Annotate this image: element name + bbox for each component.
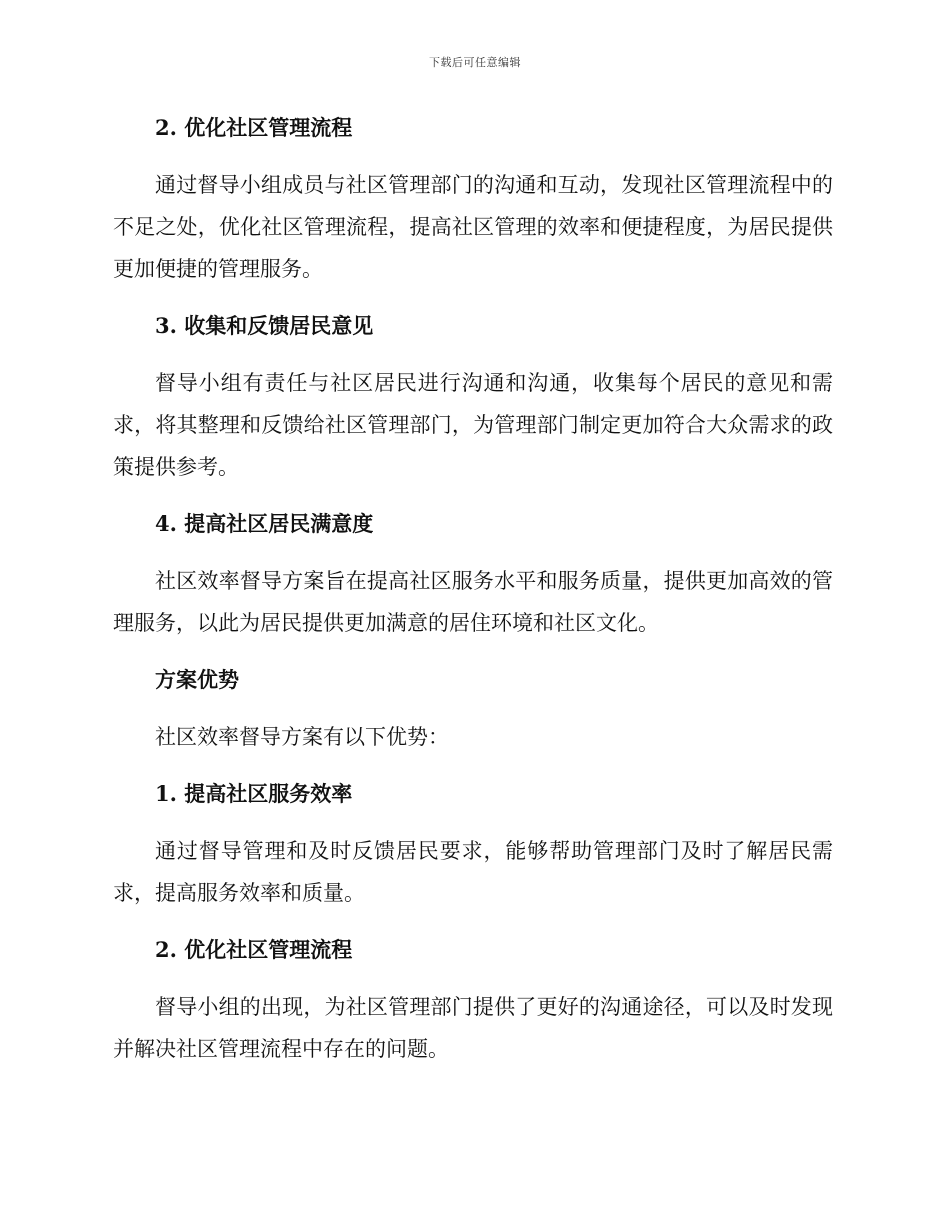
- section-heading: 2. 优化社区管理流程: [155, 937, 353, 962]
- section-paragraph: 督导小组有责任与社区居民进行沟通和沟通，收集每个居民的意见和需求，将其整理和反馈给社区管理部门，为管理部门制定更加符合大众需求的政策提供参考。: [113, 371, 833, 479]
- page-header-note: 下载后可任意编辑: [429, 56, 521, 69]
- section-paragraph: 督导小组的出现，为社区管理部门提供了更好的沟通途径，可以及时发现并解决社区管理流程中存在的问题。: [113, 995, 833, 1061]
- section-paragraph: 通过督导小组成员与社区管理部门的沟通和互动，发现社区管理流程中的不足之处，优化社区管理流程，提高社区管理的效率和便捷程度，为居民提供更加便捷的管理服务。: [113, 173, 833, 281]
- section-heading: 3. 收集和反馈居民意见: [155, 313, 374, 338]
- section-paragraph: 通过督导管理和及时反馈居民要求，能够帮助管理部门及时了解居民需求，提高服务效率和质量。: [113, 839, 833, 905]
- section-heading: 1. 提高社区服务效率: [155, 781, 353, 806]
- section-heading: 4. 提高社区居民满意度: [155, 511, 374, 536]
- section-paragraph: 社区效率督导方案有以下优势：: [155, 725, 449, 749]
- document-body: [113, 108, 833, 1086]
- section-paragraph: 社区效率督导方案旨在提高社区服务水平和服务质量，提供更加高效的管理服务，以此为居民提供更加满意的居住环境和社区文化。: [113, 569, 833, 635]
- section-heading: 方案优势: [155, 667, 239, 692]
- section-heading: 2. 优化社区管理流程: [155, 115, 353, 140]
